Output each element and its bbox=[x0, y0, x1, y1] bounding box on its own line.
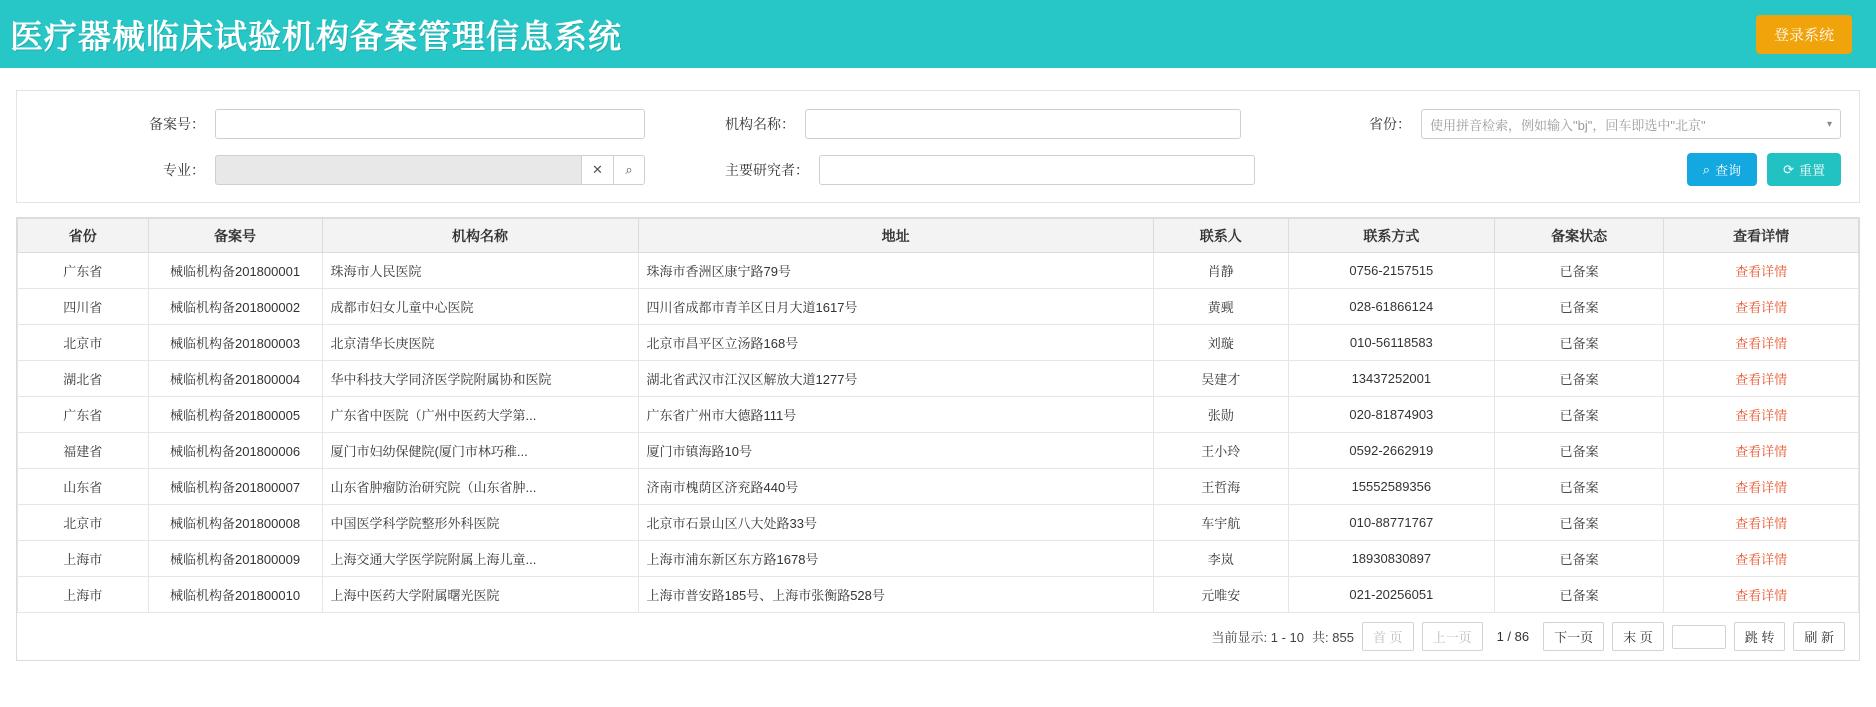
col-record-no: 备案号 bbox=[148, 219, 322, 253]
cell-detail[interactable] bbox=[1664, 577, 1859, 613]
cell-detail[interactable] bbox=[1664, 469, 1859, 505]
search-icon[interactable]: ⌕ bbox=[613, 155, 645, 185]
table-row bbox=[18, 433, 1859, 469]
cell-detail[interactable] bbox=[1664, 541, 1859, 577]
cell-province: 山东省 bbox=[18, 469, 149, 505]
specialty-label: 专业： bbox=[163, 161, 205, 178]
cell-record-no: 械临机构备201800001 bbox=[148, 253, 322, 289]
cell-province: 北京市 bbox=[18, 325, 149, 361]
first-page-button[interactable]: 首 页 bbox=[1362, 622, 1414, 651]
table-row bbox=[18, 397, 1859, 433]
cell-address: 四川省成都市青羊区日月大道1617号 bbox=[638, 289, 1153, 325]
researcher-label: 主要研究者： bbox=[725, 161, 809, 178]
table-row bbox=[18, 505, 1859, 541]
cell-detail[interactable] bbox=[1664, 433, 1859, 469]
cell-org-name: 中国医学科学院整形外科医院 bbox=[322, 505, 638, 541]
cell-address: 湖北省武汉市江汉区解放大道1277号 bbox=[638, 361, 1153, 397]
cell-status: 已备案 bbox=[1494, 397, 1663, 433]
last-page-button[interactable]: 末 页 bbox=[1612, 622, 1664, 651]
page-indicator: 1 / 86 bbox=[1496, 629, 1530, 644]
cell-contact: 刘璇 bbox=[1153, 325, 1288, 361]
clear-icon[interactable]: ✕ bbox=[581, 155, 613, 185]
cell-detail[interactable] bbox=[1664, 253, 1859, 289]
query-button-label: 查询 bbox=[1715, 163, 1742, 178]
cell-status: 已备案 bbox=[1494, 253, 1663, 289]
cell-phone: 13437252001 bbox=[1288, 361, 1494, 397]
view-detail-link[interactable]: 查看详情 bbox=[1735, 552, 1788, 567]
cell-status: 已备案 bbox=[1494, 325, 1663, 361]
cell-org-name: 山东省肿瘤防治研究院（山东省肿... bbox=[322, 469, 638, 505]
field-province bbox=[1369, 109, 1841, 139]
cell-phone: 15552589356 bbox=[1288, 469, 1494, 505]
view-detail-link[interactable]: 查看详情 bbox=[1735, 516, 1788, 531]
cell-contact: 李岚 bbox=[1153, 541, 1288, 577]
cell-phone: 021-20256051 bbox=[1288, 577, 1494, 613]
query-button[interactable] bbox=[1687, 153, 1757, 186]
cell-phone: 010-56118583 bbox=[1288, 325, 1494, 361]
col-province: 省份 bbox=[18, 219, 149, 253]
province-label: 省份： bbox=[1369, 116, 1411, 132]
record-no-input[interactable] bbox=[215, 109, 645, 139]
next-page-button[interactable]: 下一页 bbox=[1543, 622, 1604, 651]
cell-status: 已备案 bbox=[1494, 289, 1663, 325]
view-detail-link[interactable]: 查看详情 bbox=[1735, 444, 1788, 459]
cell-record-no: 械临机构备201800005 bbox=[148, 397, 322, 433]
org-name-label: 机构名称： bbox=[725, 116, 795, 132]
page-title: 医疗器械临床试验机构备案管理信息系统 bbox=[10, 17, 622, 55]
cell-status: 已备案 bbox=[1494, 361, 1663, 397]
cell-phone: 028-61866124 bbox=[1288, 289, 1494, 325]
cell-province: 湖北省 bbox=[18, 361, 149, 397]
org-name-input[interactable] bbox=[805, 109, 1241, 139]
pagination-bar bbox=[17, 613, 1859, 660]
cell-contact: 黄觋 bbox=[1153, 289, 1288, 325]
prev-page-button[interactable]: 上一页 bbox=[1422, 622, 1483, 651]
province-select[interactable] bbox=[1421, 109, 1841, 139]
cell-org-name: 上海中医药大学附属曙光医院 bbox=[322, 577, 638, 613]
cell-status: 已备案 bbox=[1494, 505, 1663, 541]
cell-detail[interactable] bbox=[1664, 325, 1859, 361]
cell-org-name: 广东省中医院（广州中医药大学第... bbox=[322, 397, 638, 433]
app-header bbox=[0, 0, 1876, 68]
view-detail-link[interactable]: 查看详情 bbox=[1735, 336, 1788, 351]
cell-status: 已备案 bbox=[1494, 577, 1663, 613]
cell-record-no: 械临机构备201800006 bbox=[148, 433, 322, 469]
cell-address: 上海市普安路185号、上海市张衡路528号 bbox=[638, 577, 1153, 613]
cell-province: 北京市 bbox=[18, 505, 149, 541]
cell-phone: 0756-2157515 bbox=[1288, 253, 1494, 289]
table-row bbox=[18, 577, 1859, 613]
cell-detail[interactable] bbox=[1664, 505, 1859, 541]
cell-status: 已备案 bbox=[1494, 541, 1663, 577]
field-researcher bbox=[725, 155, 1255, 185]
table-row bbox=[18, 361, 1859, 397]
cell-status: 已备案 bbox=[1494, 433, 1663, 469]
view-detail-link[interactable]: 查看详情 bbox=[1735, 408, 1788, 423]
col-status: 备案状态 bbox=[1494, 219, 1663, 253]
view-detail-link[interactable]: 查看详情 bbox=[1735, 300, 1788, 315]
cell-record-no: 械临机构备201800003 bbox=[148, 325, 322, 361]
record-no-label: 备案号： bbox=[149, 116, 205, 132]
table-row bbox=[18, 469, 1859, 505]
reset-button[interactable] bbox=[1767, 153, 1841, 186]
field-record-no bbox=[35, 109, 645, 139]
table-row bbox=[18, 289, 1859, 325]
jump-button[interactable]: 跳 转 bbox=[1734, 622, 1786, 651]
results-table-container bbox=[16, 217, 1860, 661]
col-detail: 查看详情 bbox=[1664, 219, 1859, 253]
cell-detail[interactable] bbox=[1664, 397, 1859, 433]
field-org-name bbox=[725, 109, 1241, 139]
view-detail-link[interactable]: 查看详情 bbox=[1735, 372, 1788, 387]
view-detail-link[interactable]: 查看详情 bbox=[1735, 264, 1788, 279]
refresh-icon: ⟳ bbox=[1783, 161, 1794, 177]
cell-contact: 车宇航 bbox=[1153, 505, 1288, 541]
specialty-input[interactable] bbox=[215, 155, 581, 185]
col-org-name: 机构名称 bbox=[322, 219, 638, 253]
cell-record-no: 械临机构备201800009 bbox=[148, 541, 322, 577]
total-count-info: 共: 855 bbox=[1312, 630, 1354, 645]
cell-address: 珠海市香洲区康宁路79号 bbox=[638, 253, 1153, 289]
login-button[interactable]: 登录系统 bbox=[1756, 15, 1852, 54]
table-row bbox=[18, 325, 1859, 361]
cell-record-no: 械临机构备201800007 bbox=[148, 469, 322, 505]
cell-phone: 020-81874903 bbox=[1288, 397, 1494, 433]
search-buttons bbox=[1687, 153, 1841, 186]
cell-org-name: 华中科技大学同济医学院附属协和医院 bbox=[322, 361, 638, 397]
cell-org-name: 上海交通大学医学院附属上海儿童... bbox=[322, 541, 638, 577]
cell-province: 上海市 bbox=[18, 577, 149, 613]
table-body bbox=[18, 253, 1859, 613]
cell-org-name: 北京清华长庚医院 bbox=[322, 325, 638, 361]
cell-record-no: 械临机构备201800004 bbox=[148, 361, 322, 397]
table-row bbox=[18, 253, 1859, 289]
cell-record-no: 械临机构备201800010 bbox=[148, 577, 322, 613]
col-phone: 联系方式 bbox=[1288, 219, 1494, 253]
col-address: 地址 bbox=[638, 219, 1153, 253]
search-row-1 bbox=[35, 109, 1841, 139]
view-detail-link[interactable]: 查看详情 bbox=[1735, 588, 1788, 603]
cell-address: 广东省广州市大德路111号 bbox=[638, 397, 1153, 433]
cell-province: 广东省 bbox=[18, 253, 149, 289]
cell-status: 已备案 bbox=[1494, 469, 1663, 505]
chevron-down-icon: ▾ bbox=[1826, 118, 1832, 130]
cell-address: 厦门市镇海路10号 bbox=[638, 433, 1153, 469]
cell-contact: 元唯安 bbox=[1153, 577, 1288, 613]
cell-province: 福建省 bbox=[18, 433, 149, 469]
cell-phone: 18930830897 bbox=[1288, 541, 1494, 577]
cell-phone: 0592-2662919 bbox=[1288, 433, 1494, 469]
province-placeholder: 使用拼音检索，例如输入"bj"，回车即选中"北京" bbox=[1430, 117, 1706, 133]
cell-contact: 张勋 bbox=[1153, 397, 1288, 433]
view-detail-link[interactable]: 查看详情 bbox=[1735, 480, 1788, 495]
cell-detail[interactable] bbox=[1664, 361, 1859, 397]
cell-contact: 肖静 bbox=[1153, 253, 1288, 289]
cell-record-no: 械临机构备201800008 bbox=[148, 505, 322, 541]
cell-org-name: 厦门市妇幼保健院(厦门市林巧稚... bbox=[322, 433, 638, 469]
cell-org-name: 珠海市人民医院 bbox=[322, 253, 638, 289]
cell-phone: 010-88771767 bbox=[1288, 505, 1494, 541]
results-table bbox=[17, 218, 1859, 613]
cell-contact: 王小玲 bbox=[1153, 433, 1288, 469]
refresh-button[interactable]: 刷 新 bbox=[1793, 622, 1845, 651]
cell-province: 四川省 bbox=[18, 289, 149, 325]
cell-address: 北京市昌平区立汤路168号 bbox=[638, 325, 1153, 361]
cell-address: 济南市槐荫区济兖路440号 bbox=[638, 469, 1153, 505]
search-panel bbox=[16, 90, 1860, 203]
cell-province: 上海市 bbox=[18, 541, 149, 577]
cell-province: 广东省 bbox=[18, 397, 149, 433]
cell-contact: 吴建才 bbox=[1153, 361, 1288, 397]
jump-page-input[interactable] bbox=[1672, 625, 1726, 649]
cell-detail[interactable] bbox=[1664, 289, 1859, 325]
query-icon: ⌕ bbox=[1702, 161, 1711, 177]
researcher-input[interactable] bbox=[819, 155, 1255, 185]
reset-button-label: 重置 bbox=[1798, 163, 1825, 178]
cell-contact: 王哲海 bbox=[1153, 469, 1288, 505]
specialty-picker bbox=[215, 155, 645, 185]
table-header-row bbox=[18, 219, 1859, 253]
cell-org-name: 成都市妇女儿童中心医院 bbox=[322, 289, 638, 325]
field-specialty bbox=[35, 155, 645, 185]
search-row-2 bbox=[35, 153, 1841, 186]
cell-record-no: 械临机构备201800002 bbox=[148, 289, 322, 325]
current-display-info: 当前显示: 1 - 10 bbox=[1211, 630, 1305, 645]
col-contact: 联系人 bbox=[1153, 219, 1288, 253]
cell-address: 北京市石景山区八大处路33号 bbox=[638, 505, 1153, 541]
cell-address: 上海市浦东新区东方路1678号 bbox=[638, 541, 1153, 577]
table-row bbox=[18, 541, 1859, 577]
